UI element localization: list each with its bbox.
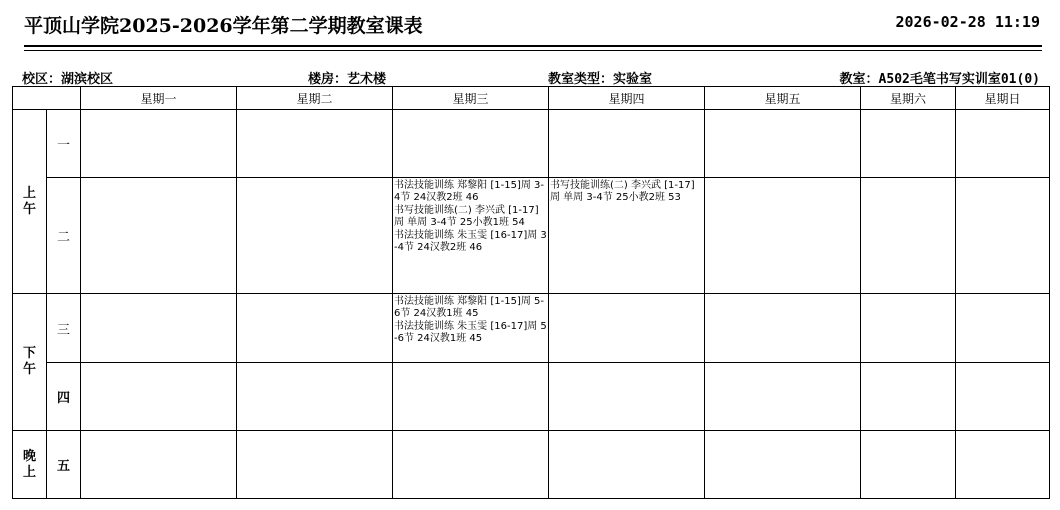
- cell-p3-tue: [237, 294, 393, 363]
- cell-p2-sat: [861, 178, 956, 294]
- cell-p2-thu: [549, 178, 705, 294]
- day-header-wed: 星期三: [393, 87, 549, 110]
- period-row-4: [13, 363, 1050, 431]
- roomtype-label: 教室类型：: [548, 72, 614, 87]
- cell-p5-tue: [237, 431, 393, 499]
- period-label-3: 三: [47, 294, 81, 363]
- period-row-5: [13, 431, 1050, 499]
- period-label-4: 四: [47, 363, 81, 431]
- cell-p2-mon: [81, 178, 237, 294]
- cell-p4-sat: [861, 363, 956, 431]
- cell-p5-mon: [81, 431, 237, 499]
- cell-p1-sat: [861, 110, 956, 178]
- cell-p2-tue: [237, 178, 393, 294]
- building-label: 楼房：: [308, 72, 348, 87]
- cell-p2-wed: [393, 178, 549, 294]
- cell-p1-tue: [237, 110, 393, 178]
- day-header-sat: 星期六: [861, 87, 956, 110]
- timetable: [12, 86, 1050, 499]
- half-morning: 上 午: [13, 110, 47, 294]
- page-title: 平顶山学院2025-2026学年第二学期教室课表: [24, 15, 423, 37]
- cell-p3-mon: [81, 294, 237, 363]
- cell-p3-fri: [705, 294, 861, 363]
- cell-p1-thu: [549, 110, 705, 178]
- cell-p3-sun: [956, 294, 1050, 363]
- campus-info: [22, 68, 113, 87]
- day-header-sun: 星期日: [956, 87, 1050, 110]
- cell-p2-sun: [956, 178, 1050, 294]
- cell-p1-mon: [81, 110, 237, 178]
- building-info: [308, 68, 386, 87]
- period-label-1: 一: [47, 110, 81, 178]
- header-row: [13, 87, 1050, 110]
- campus-value: 湖滨校区: [61, 72, 114, 87]
- period-row-3: [13, 294, 1050, 363]
- cell-p3-thu: [549, 294, 705, 363]
- cell-p4-sun: [956, 363, 1050, 431]
- day-header-mon: 星期一: [81, 87, 237, 110]
- course-entry: 书写技能训练(二) 李兴武 [1-17]周 单周 3-4节 25小教2班 53: [550, 180, 695, 204]
- period-row-1: [13, 110, 1050, 178]
- cell-p5-fri: [705, 431, 861, 499]
- cell-p4-tue: [237, 363, 393, 431]
- cell-p4-mon: [81, 363, 237, 431]
- half-evening: 晚 上: [13, 431, 47, 499]
- roomtype-info: [548, 68, 652, 87]
- building-value: 艺术楼: [347, 72, 387, 87]
- day-header-thu: 星期四: [549, 87, 705, 110]
- cell-p5-thu: [549, 431, 705, 499]
- course-entry: 书法技能训练 郑黎阳 [1-15]周 5-6节 24汉教1班 45 书法技能训练 朱玉雯 [16-17]周 5-6节 24汉教1班 45: [394, 296, 547, 345]
- cell-p1-wed: [393, 110, 549, 178]
- day-header-fri: 星期五: [705, 87, 861, 110]
- cell-p2-fri: [705, 178, 861, 294]
- cell-p1-sun: [956, 110, 1050, 178]
- room-info: [840, 68, 1040, 87]
- day-header-tue: 星期二: [237, 87, 393, 110]
- cell-p4-thu: [549, 363, 705, 431]
- cell-p5-sat: [861, 431, 956, 499]
- roomtype-value: 实验室: [613, 72, 653, 87]
- cell-p5-sun: [956, 431, 1050, 499]
- cell-p5-wed: [393, 431, 549, 499]
- print-datetime: 2026-02-28 11:19: [895, 13, 1040, 31]
- period-label-2: 二: [47, 178, 81, 294]
- cell-p3-sat: [861, 294, 956, 363]
- period-label-5: 五: [47, 431, 81, 499]
- campus-label: 校区：: [22, 72, 62, 87]
- half-afternoon: 下 午: [13, 294, 47, 431]
- corner-cell: [13, 87, 81, 110]
- cell-p4-fri: [705, 363, 861, 431]
- cell-p3-wed: [393, 294, 549, 363]
- room-value: A502毛笔书写实训室01(0): [878, 72, 1040, 87]
- course-entry: 书法技能训练 郑黎阳 [1-15]周 3-4节 24汉教2班 46 书写技能训练(二) 李兴武 [1-17]周 单周 3-4节 25小教1班 54 书法技能训练 朱玉雯 [16-17]周 3-4节 24汉教2班 46: [394, 180, 547, 254]
- cell-p1-fri: [705, 110, 861, 178]
- header-rule-thick: [24, 45, 1042, 47]
- cell-p4-wed: [393, 363, 549, 431]
- room-label: 教室：: [839, 72, 879, 87]
- header-rule-thin: [24, 50, 1042, 51]
- period-row-2: [13, 178, 1050, 294]
